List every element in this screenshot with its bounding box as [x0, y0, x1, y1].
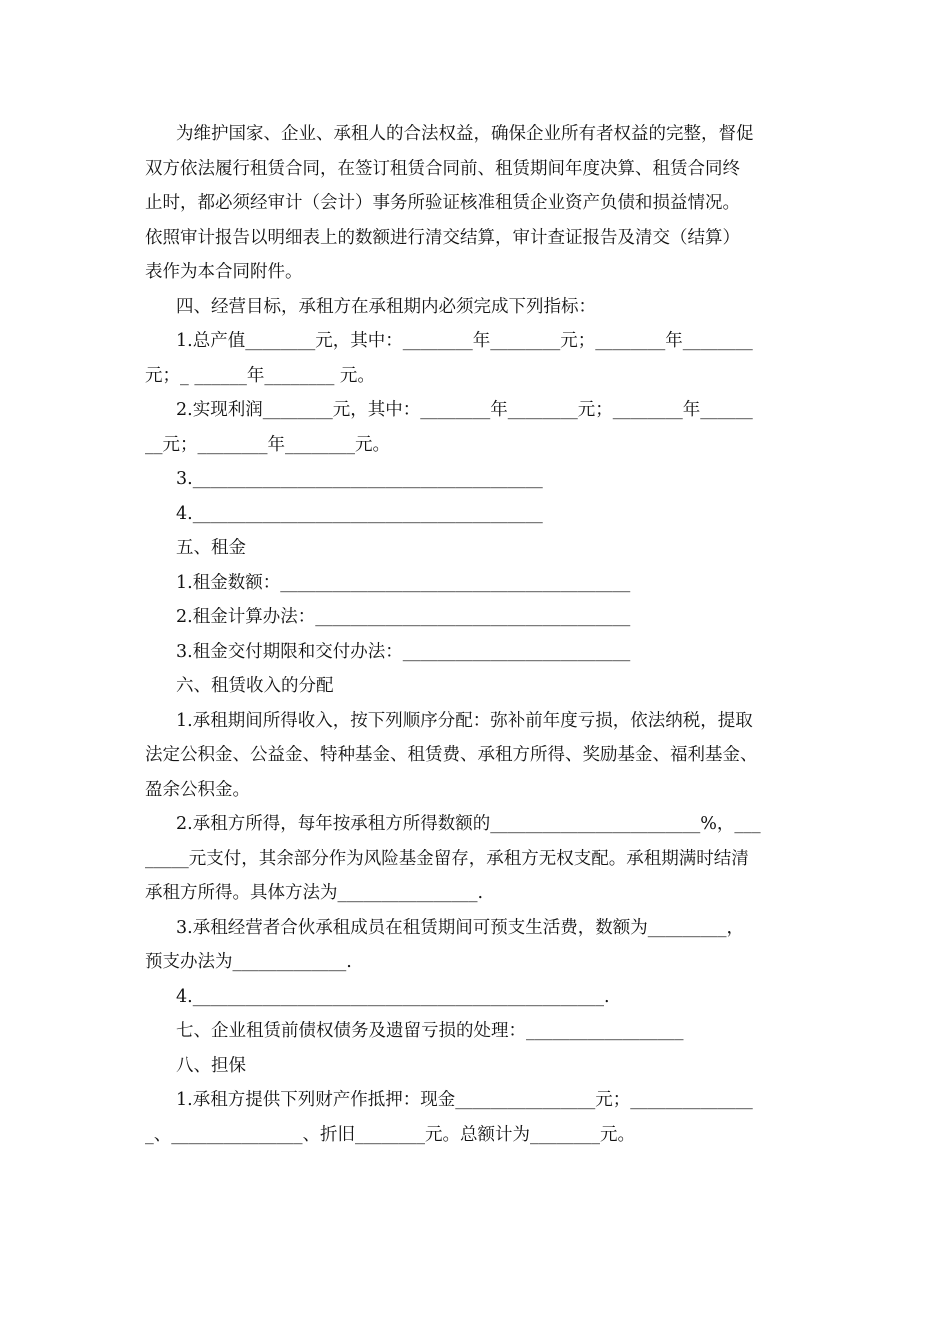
text-line: 双方依法履行租赁合同，在签订租赁合同前、租赁期间年度决算、租赁合同终 — [145, 158, 740, 179]
text-line: 1.承租期间所得收入，按下列顺序分配：弥补前年度亏损，依法纳税，提取 — [176, 710, 753, 731]
text-line: 四、经营目标，承租方在承租期内必须完成下列指标： — [176, 296, 596, 317]
text-line: 八、担保 — [176, 1055, 246, 1076]
text-line: 3.租金交付期限和交付办法：__________________________ — [176, 641, 631, 662]
text-line: 元；_ ______年________ 元。 — [145, 365, 375, 386]
text-line: 4._______________________________________________. — [176, 986, 610, 1007]
text-line: _、_______________、折旧________元。总额计为________元。 — [145, 1124, 635, 1145]
text-line: 五、租金 — [176, 538, 246, 558]
text-line: 预支办法为_____________. — [145, 952, 352, 972]
text-line: 2.租金计算办法：____________________________________ — [176, 607, 631, 627]
text-line: 依照审计报告以明细表上的数额进行清交结算，审计查证报告及清交（结算） — [145, 227, 740, 248]
document-body — [145, 117, 807, 1152]
text-line: 1.租金数额：________________________________________ — [176, 572, 631, 593]
text-line: 3.________________________________________ — [176, 469, 543, 489]
text-line: 承租方所得。具体方法为________________. — [145, 883, 484, 903]
text-line: _____元支付，其余部分作为风险基金留存，承租方无权支配。承租期满时结清 — [145, 848, 749, 869]
text-line: 法定公积金、公益金、特种基金、租赁费、承租方所得、奖励基金、福利基金、 — [145, 745, 758, 765]
text-line: 4.________________________________________ — [176, 503, 543, 524]
text-line: 七、企业租赁前债权债务及遗留亏损的处理：__________________ — [176, 1021, 684, 1041]
text-line: 六、租赁收入的分配 — [176, 676, 334, 696]
text-line: 2.实现利润________元，其中：________年________元；________年______ — [176, 400, 753, 420]
text-line: 止时，都必须经审计（会计）事务所验证核准租赁企业资产负债和损益情况。 — [145, 193, 740, 213]
text-line: 为维护国家、企业、承租人的合法权益，确保企业所有者权益的完整，督促 — [176, 124, 754, 144]
text-line: 3.承租经营者合伙承租成员在租赁期间可预支生活费，数额为_________， — [176, 917, 744, 938]
text-line: 1.承租方提供下列财产作抵押：现金________________元；______________ — [176, 1090, 753, 1110]
text-line: 表作为本合同附件。 — [145, 262, 303, 282]
text-line: __元；________年________元。 — [145, 434, 390, 455]
text-line: 2.承租方所得，每年按承租方所得数额的________________________%，___ — [176, 814, 761, 834]
text-line: 1.总产值________元，其中：________年________元；________年________ — [176, 331, 753, 351]
text-line: 盈余公积金。 — [145, 779, 250, 800]
